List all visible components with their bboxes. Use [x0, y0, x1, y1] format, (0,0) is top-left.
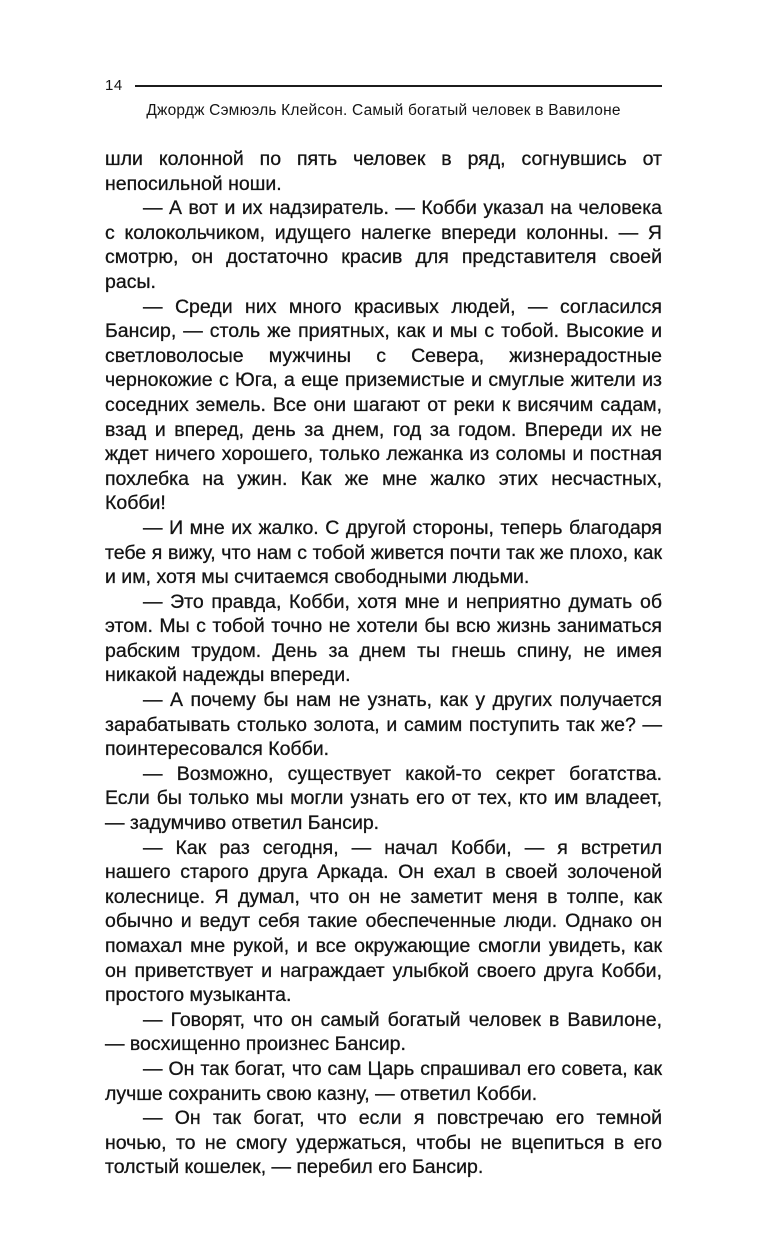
- paragraph: — Среди них много красивых людей, — согласился Бансир, — столь же приятных, как и мы с тобой. Высокие и светловолосые мужчины с Севера, жизнерадостные чернокожие с Юга, а еще приземистые и смуглые жители из соседних земель. Все они шагают от реки к висячим садам, взад и вперед, день за днем, год за годом. Впереди их не ждет ничего хорошего, только лежанка из соломы и постная похлебка на ужин. Как же мне жалко этих несчастных, Кобби!: [105, 295, 662, 515]
- paragraph: — Он так богат, что если я повстречаю его темной ночью, то не смогу удержаться, чтобы не вцепиться в его толстый кошелек, — перебил его Бансир.: [105, 1107, 662, 1179]
- page-body: [105, 147, 662, 1180]
- paragraph: шли колонной по пять человек в ряд, согнувшись от непосильной ноши.: [105, 148, 662, 195]
- paragraph: — А почему бы нам не узнать, как у других получается зарабатывать столько золота, и самим поступить так же? — поинтересовался Кобби.: [105, 689, 662, 761]
- header-row: [105, 78, 662, 93]
- page-header: [105, 78, 662, 120]
- paragraph: — Возможно, существует какой-то секрет богатства. Если бы только мы могли узнать его от тех, кто им владеет, — задумчиво ответил Бансир.: [105, 762, 662, 835]
- paragraph: — Как раз сегодня, — начал Кобби, — я встретил нашего старого друга Аркада. Он ехал в своей золоченой колеснице. Я думал, что он не заметит меня в толпе, как обычно и ведут себя такие обеспеченные люди. Однако он помахал мне рукой, и все окружающие смогли увидеть, как он приветствует и награждает улыбкой своего друга Кобби, простого музыканта.: [105, 836, 662, 1007]
- page-number: 14: [105, 77, 123, 94]
- paragraph: — Он так богат, что сам Царь спрашивал его совета, как лучше сохранить свою казну, — ответил Кобби.: [105, 1057, 662, 1105]
- paragraph: — И мне их жалко. С другой стороны, теперь благодаря тебе я вижу, что нам с тобой живется почти так же плохо, как и им, хотя мы считаемся свободными людьми.: [105, 516, 662, 589]
- running-head: Джордж Сэмюэль Клейсон. Самый богатый человек в Вавилоне: [146, 102, 621, 119]
- paragraph: — Говорят, что он самый богатый человек в Вавилоне, — восхищенно произнес Бансир.: [105, 1008, 662, 1056]
- header-rule: [135, 85, 662, 87]
- paragraph: — Это правда, Кобби, хотя мне и неприятно думать об этом. Мы с тобой точно не хотели бы всю жизнь заниматься рабским трудом. День за днем ты гнешь спину, не имея никакой надежды впереди.: [105, 590, 662, 687]
- paragraph: — А вот и их надзиратель. — Кобби указал на человека с колокольчиком, идущего налегке впереди колонны. — Я смотрю, он достаточно красив для представителя своей расы.: [105, 197, 662, 293]
